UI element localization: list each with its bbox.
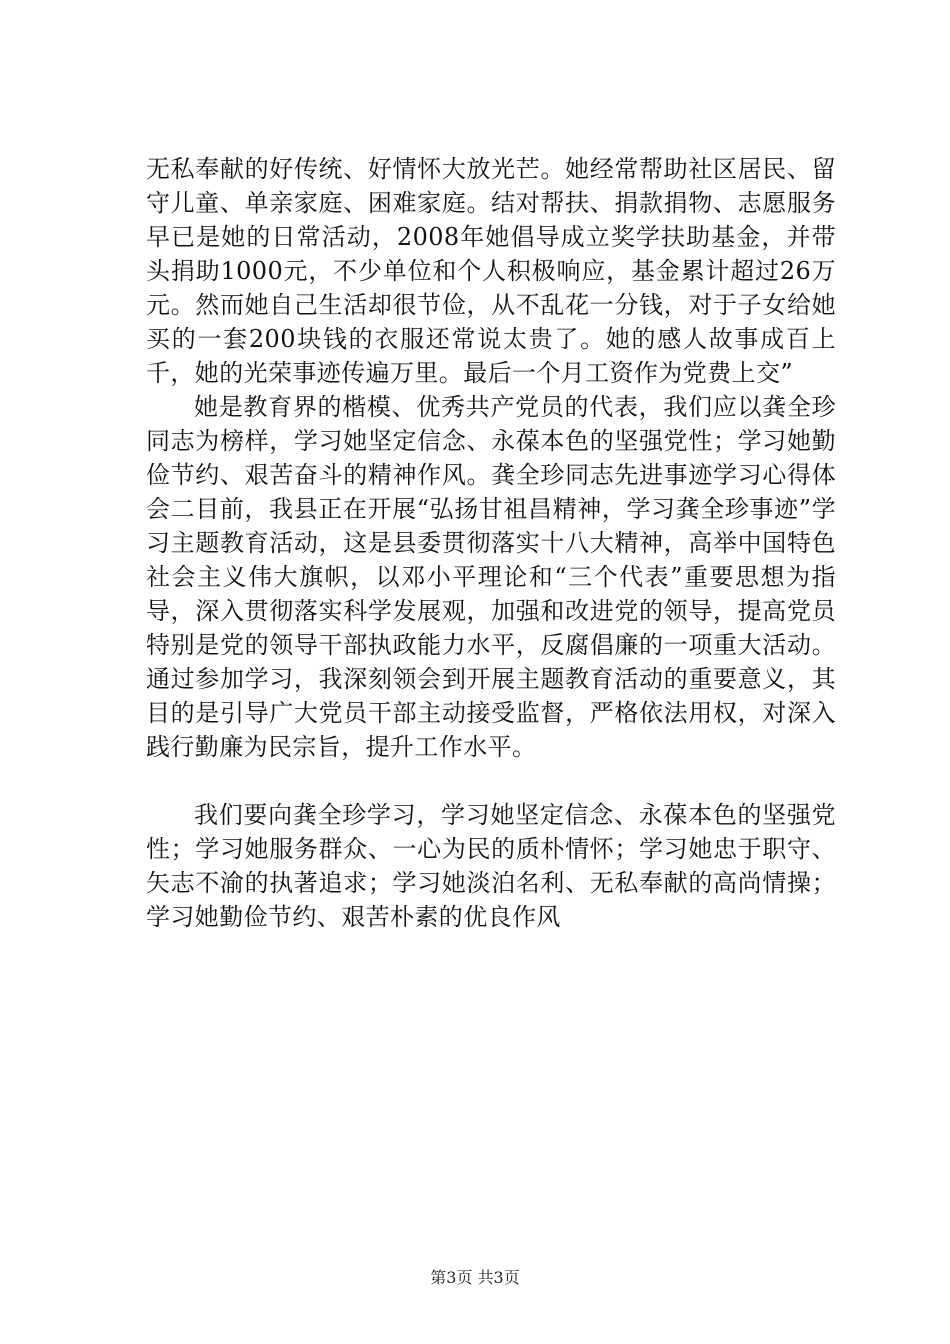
page-footer: 第3页 共3页 (430, 1268, 520, 1287)
paragraph-2: 她是教育界的楷模、优秀共产党员的代表，我们应以龚全珍同志为榜样，学习她坚定信念、永葆本色的坚强党性；学习她勤俭节约、艰苦奋斗的精神作风。龚全珍同志先进事迹学习心得体会二目前，我县正在开展“弘扬甘祖昌精神，学习龚全珍事迹”学习主题教育活动，这是县委贯彻落实十八大精神，高举中国特色社会主义伟大旗帜，以邓小平理论和“三个代表”重要思想为指导，深入贯彻落实科学发展观，加强和改进党的领导，提高党员特别是党的领导干部执政能力水平，反腐倡廉的一项重大活动。通过参加学习，我深刻领会到开展主题教育活动的重要意义，其目的是引导广大党员干部主动接受监督，严格依法用权，对深入践行勤廉为民宗旨，提升工作水平。 (146, 393, 836, 761)
paragraph-3: 我们要向龚全珍学习，学习她坚定信念、永葆本色的坚强党性；学习她服务群众、一心为民的质朴情怀；学习她忠于职守、矢志不渝的执著追求；学习她淡泊名利、无私奉献的高尚情操；学习她勤俭节约、艰苦朴素的优良作风 (146, 801, 836, 931)
paragraph-gap (146, 764, 836, 798)
body-text (146, 152, 836, 934)
paragraph-1: 无私奉献的好传统、好情怀大放光芒。她经常帮助社区居民、留守儿童、单亲家庭、困难家庭。结对帮扶、捐款捐物、志愿服务早已是她的日常活动，2008年她倡导成立奖学扶助基金，并带头捐助1000元，不少单位和个人积极响应，基金累计超过26万元。然而她自己生活却很节俭，从不乱花一分钱，对于子女给她买的一套200块钱的衣服还常说太贵了。她的感人故事成百上千，她的光荣事迹传遍万里。最后一个月工资作为党费上交” (146, 155, 836, 387)
